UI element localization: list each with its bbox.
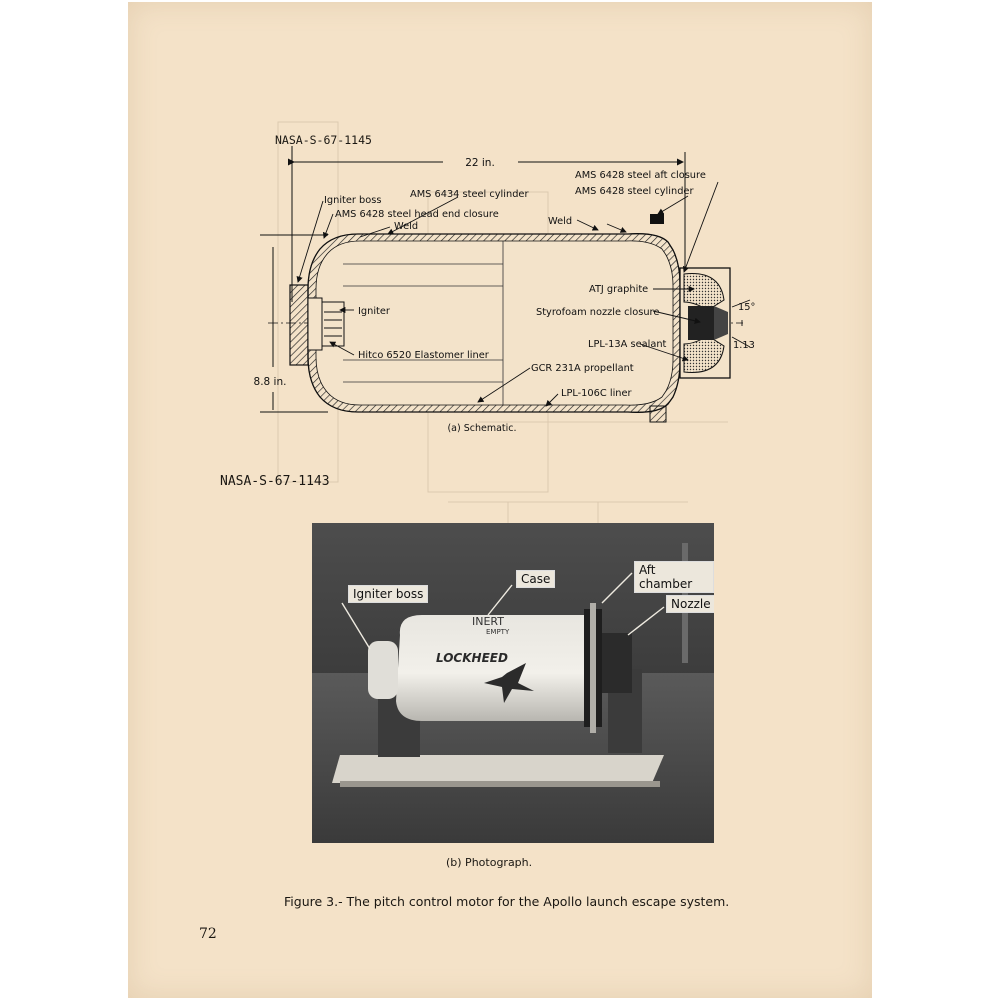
schematic-diagram: [128, 2, 872, 462]
label-atj-graphite: ATJ graphite: [589, 284, 649, 295]
label-liner: LPL-106C liner: [561, 388, 632, 399]
label-cylinder-6434: AMS 6434 steel cylinder: [410, 189, 529, 200]
label-igniter: Igniter: [358, 306, 390, 317]
label-throat: 1.13: [733, 340, 755, 351]
label-weld-left: Weld: [394, 221, 419, 232]
label-elastomer-liner: Hitco 6520 Elastomer liner: [358, 350, 489, 361]
case-marking-brand: LOCKHEED: [436, 651, 508, 665]
callout-nozzle: Nozzle: [666, 595, 714, 613]
callout-case: Case: [516, 570, 555, 588]
page-number: 72: [199, 926, 217, 942]
label-cylinder-6428: AMS 6428 steel cylinder: [575, 186, 694, 197]
figure-a-id: NASA-S-67-1145: [275, 133, 372, 147]
case-marking-inert: INERT: [472, 615, 504, 628]
label-igniter-boss: Igniter boss: [324, 195, 382, 206]
figure-caption: Figure 3.- The pitch control motor for the Apollo launch escape system.: [284, 894, 730, 909]
caption-photograph: (b) Photograph.: [446, 856, 533, 869]
label-propellant: GCR 231A propellant: [531, 363, 634, 374]
callout-aft-chamber: Aft chamber: [634, 561, 714, 593]
label-head-end-closure: AMS 6428 steel head end closure: [335, 209, 499, 220]
caption-schematic: (a) Schematic.: [447, 423, 517, 434]
callout-igniter-boss: Igniter boss: [348, 585, 428, 603]
label-aft-closure: AMS 6428 steel aft closure: [575, 170, 706, 181]
case-marking-empty: EMPTY: [486, 628, 510, 636]
motor-photograph: [312, 523, 714, 843]
length-dimension-label: 22 in.: [465, 157, 495, 169]
figure-b-id: NASA-S-67-1143: [220, 474, 330, 489]
label-sealant: LPL-13A sealant: [588, 339, 667, 350]
diameter-dimension-label: 8.8 in.: [253, 376, 287, 388]
label-angle: 15°: [738, 302, 756, 313]
label-weld-right: Weld: [548, 216, 573, 227]
motor-case: [308, 234, 680, 413]
label-nozzle-closure: Styrofoam nozzle closure: [536, 307, 660, 318]
document-page: [128, 2, 872, 998]
